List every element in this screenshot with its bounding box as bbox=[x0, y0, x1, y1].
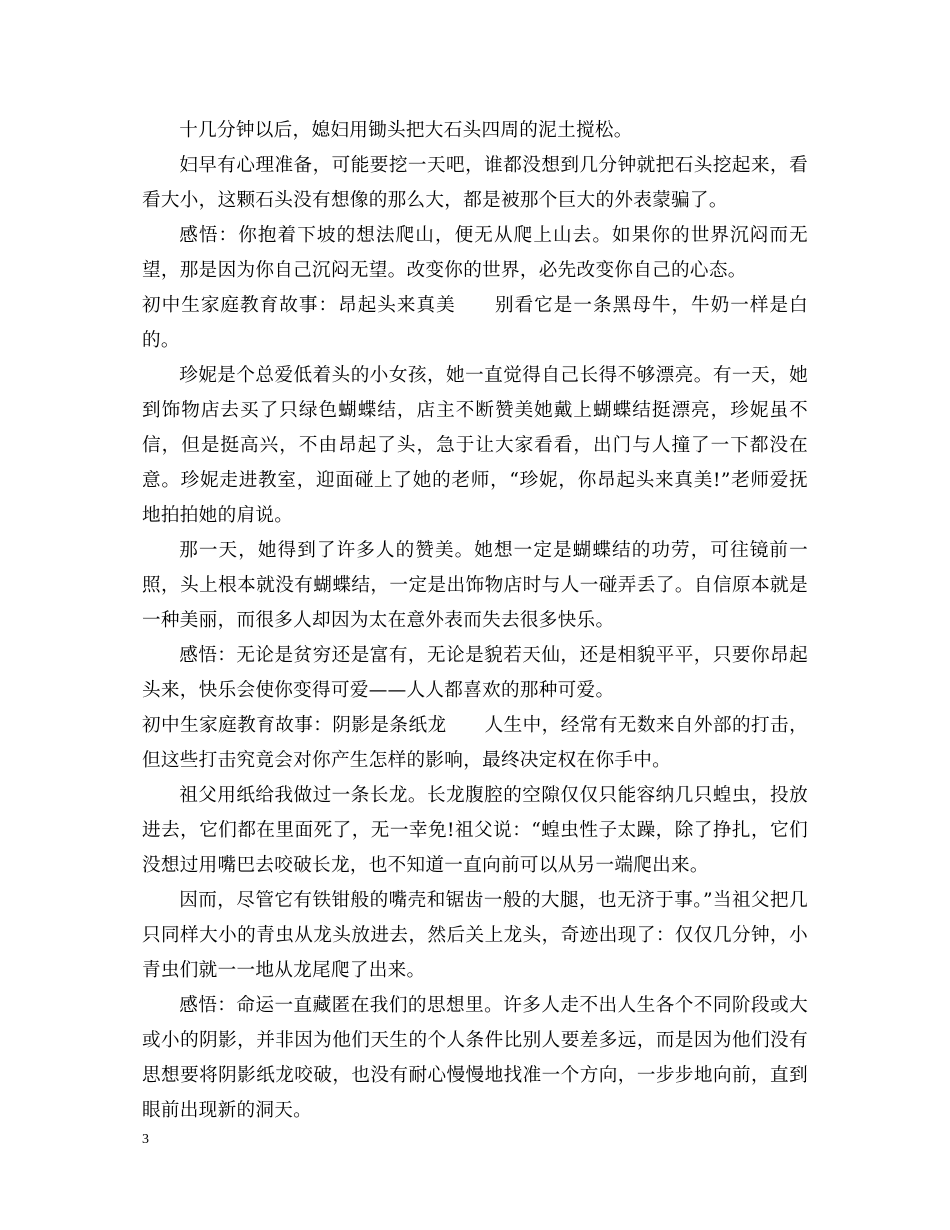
paragraph: 感悟：无论是贫穷还是富有，无论是貌若天仙，还是相貌平平，只要你昂起头来，快乐会使你变得可爱——人人都喜欢的那种可爱。 bbox=[142, 645, 808, 701]
paragraph: 因而，尽管它有铁钳般的嘴壳和锯齿一般的大腿，也无济于事。”当祖父把几只同样大小的青虫从龙头放进去，然后关上龙头，奇迹出现了：仅仅几分钟，小青虫们就一一地从龙尾爬了出来。 bbox=[142, 890, 808, 981]
story-heading: 初中生家庭教育故事：阴影是条纸龙 人生中，经常有无数来自外部的打击，但这些打击究竟会对你产生怎样的影响，最终决定权在你手中。 bbox=[142, 715, 808, 771]
paragraph: 珍妮是个总爱低着头的小女孩，她一直觉得自己长得不够漂亮。有一天，她到饰物店去买了只绿色蝴蝶结，店主不断赞美她戴上蝴蝶结挺漂亮，珍妮虽不信，但是挺高兴，不由昂起了头，急于让大家看看，出门与人撞了一下都没在意。珍妮走进教室，迎面碰上了她的老师，“珍妮，你昂起头来真美!”老师爱抚地拍拍她的肩说。 bbox=[142, 365, 808, 526]
body-text bbox=[142, 113, 808, 1128]
paragraph: 感悟：命运一直藏匿在我们的思想里。许多人走不出人生各个不同阶段或大或小的阴影，并非因为他们天生的个人条件比别人要差多远，而是因为他们没有思想要将阴影纸龙咬破，也没有耐心慢慢地找准一个方向，一步步地向前，直到眼前出现新的洞天。 bbox=[142, 995, 808, 1121]
paragraph: 感悟：你抱着下坡的想法爬山，便无从爬上山去。如果你的世界沉闷而无望，那是因为你自己沉闷无望。改变你的世界，必先改变你自己的心态。 bbox=[142, 225, 808, 281]
paragraph: 十几分钟以后，媳妇用锄头把大石头四周的泥土搅松。 bbox=[179, 120, 633, 141]
paragraph: 那一天，她得到了许多人的赞美。她想一定是蝴蝶结的功劳，可往镜前一照，头上根本就没有蝴蝶结，一定是出饰物店时与人一碰弄丢了。自信原本就是一种美丽，而很多人却因为太在意外表而失去很多快乐。 bbox=[142, 540, 808, 631]
story-heading: 初中生家庭教育故事：昂起头来真美 别看它是一条黑母牛，牛奶一样是白的。 bbox=[142, 295, 808, 351]
paragraph: 祖父用纸给我做过一条长龙。长龙腹腔的空隙仅仅只能容纳几只蝗虫，投放进去，它们都在里面死了，无一幸免!祖父说：“蝗虫性子太躁，除了挣扎，它们没想过用嘴巴去咬破长龙，也不知道一直向前可以从另一端爬出来。 bbox=[142, 785, 808, 876]
page-number: 3 bbox=[142, 1132, 149, 1147]
paragraph: 妇早有心理准备，可能要挖一天吧，谁都没想到几分钟就把石头挖起来，看看大小，这颗石头没有想像的那么大，都是被那个巨大的外表蒙骗了。 bbox=[142, 155, 808, 211]
